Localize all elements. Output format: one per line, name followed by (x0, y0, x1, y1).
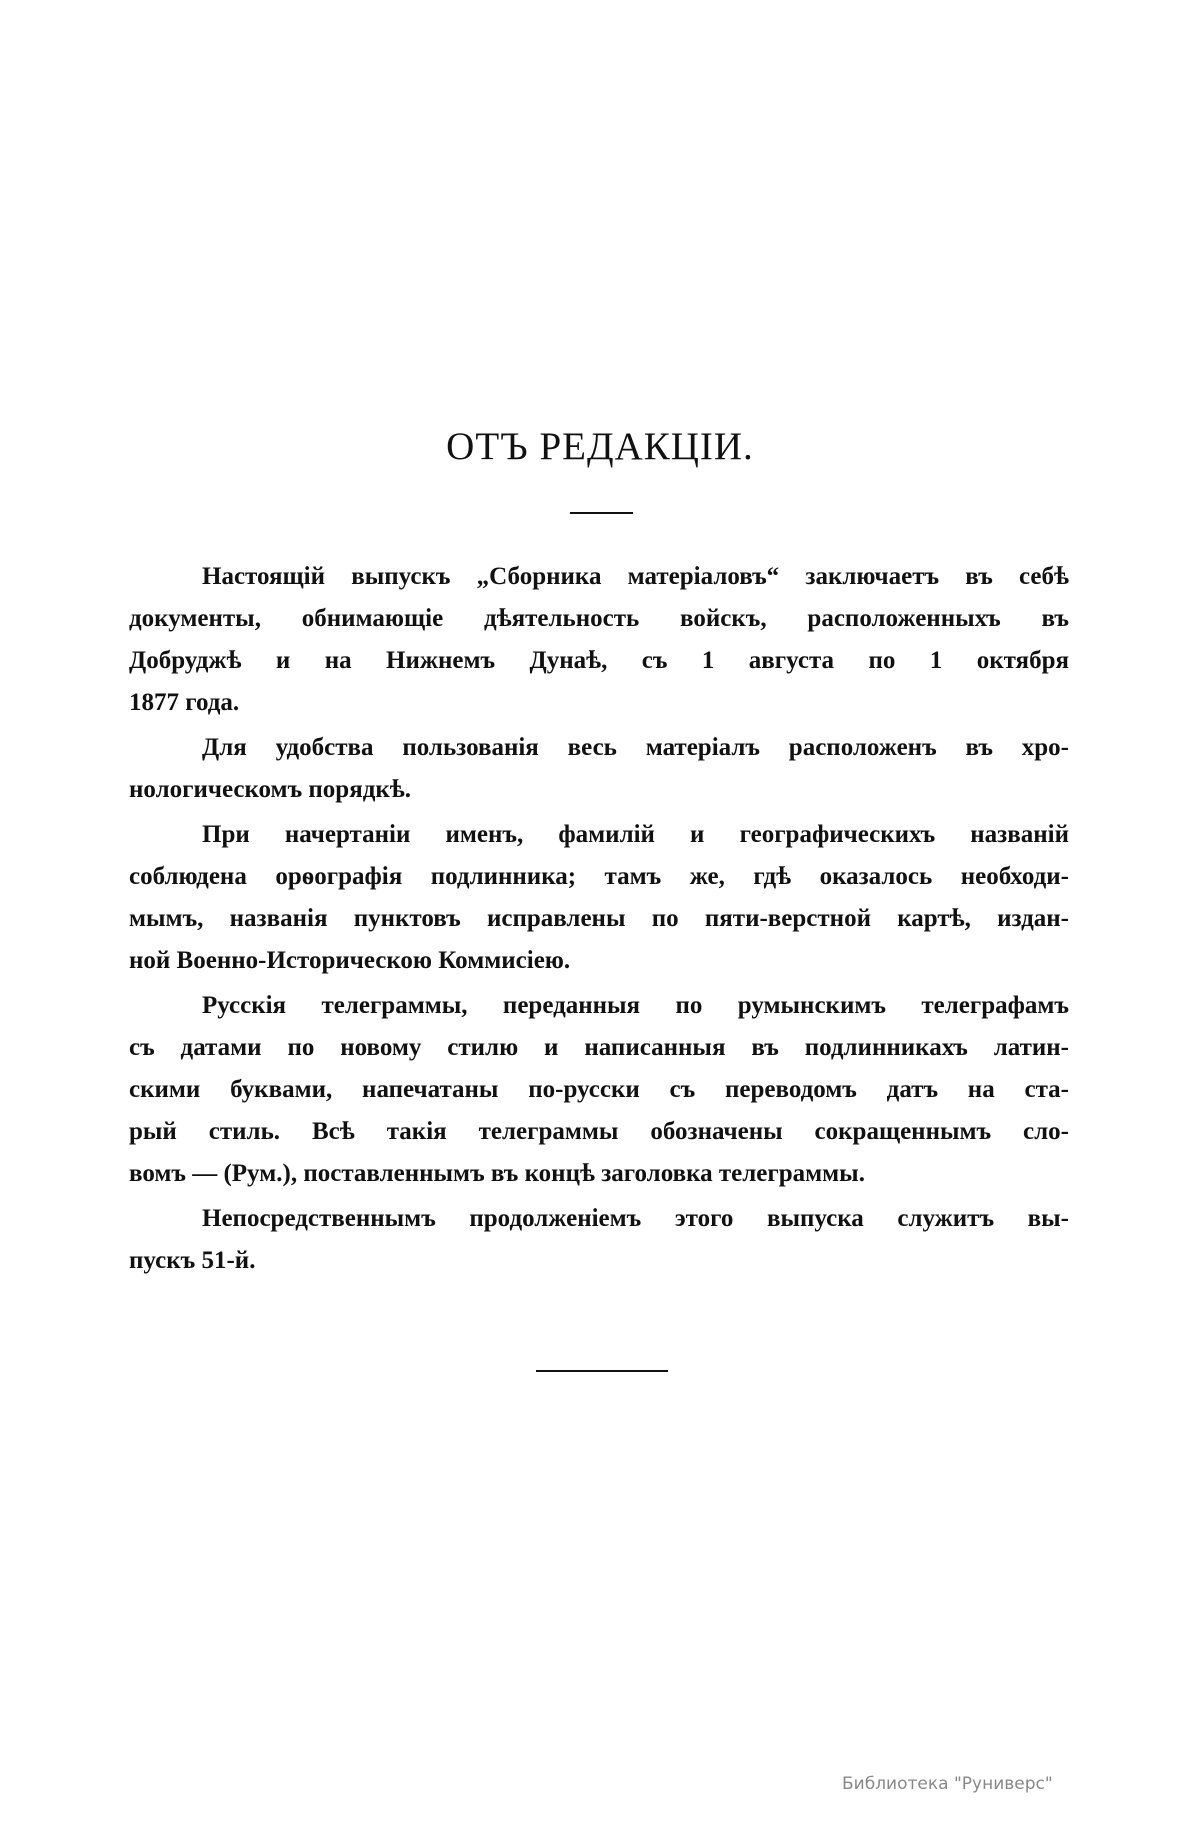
text-line: Настоящій выпускъ „Сборника матеріаловъ“ заключаетъ въ себѣ (202, 563, 1069, 590)
paragraph (129, 985, 1069, 1195)
paragraph (129, 727, 1069, 811)
paragraph (129, 556, 1069, 724)
text-line: ной Военно-Историческою Коммисіею. (129, 947, 571, 974)
text-line: пускъ 51-й. (129, 1247, 256, 1274)
text-line: рый стиль. Всѣ такія телеграммы обозначены сокращеннымъ сло- (129, 1118, 1069, 1145)
text-line: мымъ, названія пунктовъ исправлены по пяти-верстной картѣ, издан- (129, 905, 1069, 932)
text-line: Для удобства пользованія весь матеріалъ расположенъ въ хро- (202, 734, 1069, 761)
paragraph (129, 1198, 1069, 1282)
title-divider (570, 512, 633, 514)
text-line: вомъ — (Рум.), поставленнымъ въ концѣ заголовка телеграммы. (129, 1160, 865, 1187)
page-title: ОТЪ РЕДАКЦІИ. (446, 425, 754, 468)
paragraph (129, 814, 1069, 982)
text-line: Непосредственнымъ продолженіемъ этого выпуска служитъ вы- (202, 1205, 1069, 1232)
text-line: съ датами по новому стилю и написанныя въ подлинникахъ латин- (129, 1034, 1069, 1061)
text-line: 1877 года. (129, 689, 240, 716)
text-line: При начертаніи именъ, фамилій и географическихъ названій (202, 821, 1069, 848)
text-line: Русскія телеграммы, переданныя по румынскимъ телеграфамъ (202, 992, 1069, 1019)
text-line: нологическомъ порядкѣ. (129, 776, 412, 803)
text-line: Добруджѣ и на Нижнемъ Дунаѣ, съ 1 августа по 1 октября (129, 647, 1069, 674)
text-line: соблюдена орѳографія подлинника; тамъ же, гдѣ оказалось необходи- (129, 863, 1069, 890)
text-line: документы, обнимающіе дѣятельность войскъ, расположенныхъ въ (129, 605, 1069, 632)
library-watermark: Библиотека "Руниверс" (842, 1774, 1053, 1794)
end-divider (536, 1370, 668, 1372)
body-text (129, 556, 1069, 1285)
text-line: скими буквами, напечатаны по-русски съ переводомъ датъ на ста- (129, 1076, 1069, 1103)
